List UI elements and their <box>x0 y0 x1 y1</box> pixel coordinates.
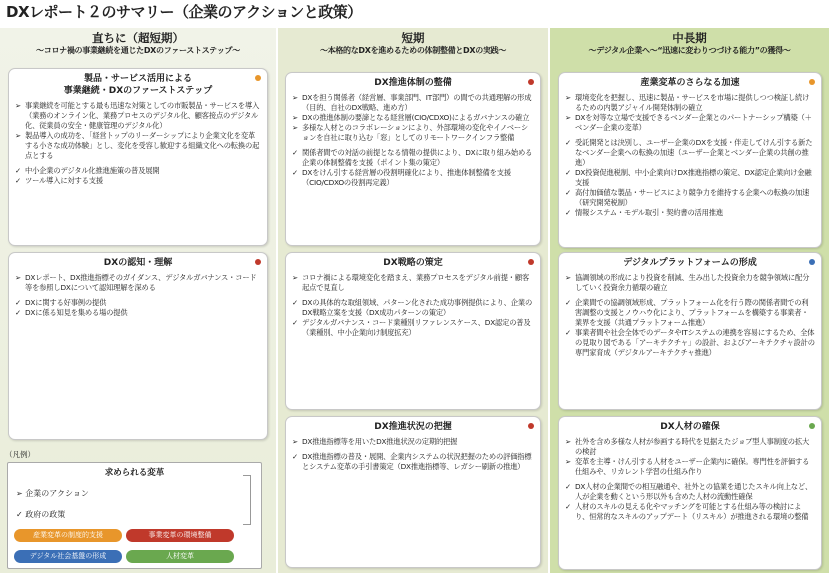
red-dot-icon <box>528 79 534 85</box>
box-industry-acceleration <box>558 72 822 248</box>
green-dot-icon <box>809 423 815 429</box>
list-item <box>565 93 815 113</box>
box-product-service <box>8 68 268 246</box>
list-item <box>565 437 815 457</box>
list-item <box>565 168 815 188</box>
box-title: デジタルプラットフォームの形成 <box>623 258 757 268</box>
action-list <box>565 93 815 133</box>
policy-list <box>565 482 815 522</box>
list-item-text: 多様な人材とのコラボレーションにより、外部環境の変化やイノベーションを自社に取り込む「窓」としてのリモートワークインフラ整備 <box>302 123 528 142</box>
list-item <box>292 123 534 143</box>
check-bullet-icon: ✓ <box>565 208 571 217</box>
check-bullet-icon: ✓ <box>15 176 21 185</box>
check-bullet-icon: ✓ <box>292 148 298 157</box>
list-item-text: 協調領域の形成により投資を削減、生み出した投資余力を競争領域に配分していく投資余力循環の確立 <box>575 273 810 292</box>
check-bullet-icon: ✓ <box>292 318 298 327</box>
check-bullet-icon: ✓ <box>565 168 571 177</box>
list-item-text: DXの推進体制の要諦となる経営層(CIO/CDXO)によるガバナンスの確立 <box>302 113 530 122</box>
list-item <box>565 208 815 218</box>
blue-dot-icon <box>809 259 815 265</box>
list-item-text: DXに関する好事例の提供 <box>25 298 107 307</box>
action-list <box>292 437 534 447</box>
check-bullet-icon: ✓ <box>292 452 298 461</box>
list-item-text: 事業者間や社会全体でのデータやITシステムの連携を容易にするため、全体の見取り図である「アーキテクチャ」の設計、およびアーキテクチャ設計の専門家育成（デジタルアーキテクチャ推進） <box>575 328 815 357</box>
list-item-text: DXに係る知見を集める場の提供 <box>25 308 128 317</box>
list-item-text: DXを担う関係者（経営層、事業部門、IT部門）の間での共通理解の形成（目的、自社のDX戦略、進め方） <box>302 93 532 112</box>
list-item-text: 人材のスキルの見える化やマッチングを可能とする仕組み等の検討により、恒常的なスキルのアップデート（リスキル）が推進される環境の整備 <box>575 502 809 521</box>
list-item-text: デジタルガバナンス・コード業種別リファレンスケース、DX認定の普及（業種別、中小企業向け制度拡充） <box>302 318 531 337</box>
box-title: DXの認知・理解 <box>103 258 173 268</box>
arrow-bullet-icon: ➢ <box>292 123 298 132</box>
list-item <box>565 298 815 328</box>
arrow-bullet-icon: ➢ <box>15 131 21 140</box>
list-item <box>292 148 534 168</box>
red-dot-icon <box>255 259 261 265</box>
list-item-text: DXをけん引する経営層の役割明確化により、推進体制整備を支援（CIO/CDXOの役割再定義） <box>302 168 511 187</box>
legend-policy <box>8 509 261 520</box>
list-item <box>15 273 261 293</box>
check-bullet-icon: ✓ <box>15 298 21 307</box>
list-item <box>565 482 815 502</box>
list-item <box>292 437 534 447</box>
list-item-text: ツール導入に対する支援 <box>25 176 103 185</box>
page-title: DXレポート２のサマリー（企業のアクションと政策） <box>6 3 362 21</box>
list-item-text: DX推進指標の普及・展開、企業内システムの状況把握のための評価指標とシステム変革の手引書策定（DX推進指標等、レガシー刷新の推進） <box>302 452 532 471</box>
arrow-bullet-icon: ➢ <box>15 273 21 282</box>
list-item <box>565 113 815 133</box>
policy-list <box>292 298 534 338</box>
legend-action <box>8 488 261 499</box>
list-item <box>15 308 261 318</box>
box-title: 製品・サービス活用による 事業継続・DXのファーストステップ <box>63 74 213 96</box>
check-bullet-icon: ✓ <box>292 168 298 177</box>
arrow-bullet-icon: ➢ <box>292 273 298 282</box>
action-list <box>565 437 815 477</box>
legend-tag: デジタル社会基盤の形成 <box>14 550 122 563</box>
check-bullet-icon: ✓ <box>292 298 298 307</box>
legend-policy-text: 政府の政策 <box>25 510 66 519</box>
box-title: 産業変革のさらなる加速 <box>640 78 740 88</box>
list-item-text: 社外を含め多様な人材が参画する時代を見据えたジョブ型人事制度の拡大の検討 <box>575 437 810 456</box>
legend-tag: 事業変革の環境整備 <box>126 529 234 542</box>
policy-list <box>565 298 815 358</box>
list-item <box>292 113 534 123</box>
orange-dot-icon <box>255 75 261 81</box>
arrow-bullet-icon: ➢ <box>565 273 571 282</box>
legend-label: （凡例） <box>5 450 35 459</box>
arrow-bullet-icon: ➢ <box>292 113 298 122</box>
column-heading: 中長期 <box>672 31 707 45</box>
list-item <box>15 101 261 131</box>
orange-dot-icon <box>809 79 815 85</box>
box-dx-status <box>285 416 541 568</box>
box-dx-talent <box>558 416 822 570</box>
action-list <box>292 273 534 293</box>
check-bullet-icon: ✓ <box>565 188 571 197</box>
list-item-text: 情報システム・モデル取引・契約書の活用推進 <box>575 208 723 217</box>
arrow-bullet-icon: ➢ <box>565 437 571 446</box>
list-item <box>15 176 261 186</box>
check-bullet-icon: ✓ <box>15 308 21 317</box>
list-item-text: 受託開発とは決別し、ユーザー企業のDXを支援・伴走してけん引する新たなベンダー企業への転換の加速（ユーザー企業とベンダー企業の共創の推進） <box>575 138 813 167</box>
box-title: DX人材の確保 <box>660 422 720 432</box>
arrow-bullet-icon: ➢ <box>15 101 21 110</box>
box-title: DX戦略の策定 <box>383 258 443 268</box>
check-bullet-icon: ✓ <box>565 502 571 511</box>
policy-list <box>565 138 815 218</box>
list-item <box>565 502 815 522</box>
action-list <box>565 273 815 293</box>
check-bullet-icon: ✓ <box>565 482 571 491</box>
column-heading: 短期 <box>401 31 425 45</box>
policy-list <box>292 452 534 472</box>
list-item <box>292 93 534 113</box>
box-dx-structure <box>285 72 541 246</box>
action-list <box>15 101 261 161</box>
list-item-text: 事業継続を可能とする最も迅速な対策としての市販製品・サービスを導入（業務のオンライン化、業務プロセスのデジタル化、顧客接点のデジタル化、従業員の安全・健康管理のデジタル化） <box>25 101 260 130</box>
arrow-bullet-icon: ➢ <box>292 437 298 446</box>
list-item <box>15 298 261 308</box>
action-list <box>15 273 261 293</box>
box-title: DX推進体制の整備 <box>374 78 452 88</box>
list-item <box>565 188 815 208</box>
list-item-text: DX人材の企業間での相互融通や、社外との協業を通じたスキル向上など、人が企業を動くという形以外も含めた人材の流動性確保 <box>575 482 813 501</box>
list-item-text: 高付加価値な製品・サービスにより競争力を維持する企業への転換の加速（研究開発税制） <box>575 188 810 207</box>
arrow-bullet-icon: ➢ <box>292 93 298 102</box>
list-item-text: 関係者間での対話の前提となる情報の提供により、DXに取り組み始める企業の体制整備を支援（ポイント集の策定） <box>302 148 533 167</box>
legend-header: 求められる変革 <box>104 468 165 478</box>
list-item-text: 環境変化を把握し、迅速に製品・サービスを市場に提供しつつ検証し続けるための内製アジャイル開発体制の確立 <box>575 93 810 112</box>
arrow-bullet-icon: ➢ <box>16 489 23 498</box>
column-subheading: 〜コロナ禍の事業継続を通じたDXのファーストステップ〜 <box>36 46 240 55</box>
arrow-bullet-icon: ➢ <box>565 93 571 102</box>
check-bullet-icon: ✓ <box>15 166 21 175</box>
policy-list <box>15 298 261 318</box>
list-item-text: 変革を主導・けん引する人材をユーザー企業内に確保。専門性を評価する仕組みや、リカレント学習の仕組み作り <box>575 457 810 476</box>
list-item-text: DX推進指標等を用いたDX推進状況の定期的把握 <box>302 437 458 446</box>
legend-tag: 人材変革 <box>126 550 234 563</box>
list-item <box>292 318 534 338</box>
policy-list <box>15 166 261 186</box>
red-dot-icon <box>528 423 534 429</box>
list-item <box>292 452 534 472</box>
legend-bracket <box>243 475 251 525</box>
list-item <box>565 328 815 358</box>
legend <box>5 450 273 570</box>
legend-action-text: 企業のアクション <box>25 489 89 498</box>
list-item-text: DXを対等な立場で支援できるベンダー企業とのパートナーシップ構築（＋ベンダー企業の変革） <box>575 113 812 132</box>
box-dx-awareness <box>8 252 268 440</box>
check-bullet-icon: ✓ <box>16 510 23 519</box>
legend-tags <box>12 522 237 564</box>
check-bullet-icon: ✓ <box>565 328 571 337</box>
box-digital-platform <box>558 252 822 410</box>
box-dx-strategy <box>285 252 541 410</box>
red-dot-icon <box>528 259 534 265</box>
list-item <box>15 131 261 161</box>
check-bullet-icon: ✓ <box>565 298 571 307</box>
column-subheading: 〜デジタル企業へ〜“迅速に変わりつづける能力”の獲得〜 <box>588 46 791 55</box>
list-item-text: DXの具体的な取組領域、パターン化された成功事例提供により、企業のDX戦略立案を支援（DX成功パターンの策定） <box>302 298 533 317</box>
list-item-text: 製品導入の成功を、「経営トップのリーダーシップにより企業文化を変革する小さな成功体験」とし、変化を受容し歓迎する組織文化への転換の起点とする <box>25 131 260 160</box>
list-item <box>565 457 815 477</box>
list-item <box>292 168 534 188</box>
list-item-text: 中小企業のデジタル化推進施策の普及展開 <box>25 166 160 175</box>
column-subheading: 〜本格的なDXを進めるための体制整備とDXの実践〜 <box>319 46 507 55</box>
action-list <box>292 93 534 143</box>
arrow-bullet-icon: ➢ <box>565 113 571 122</box>
list-item <box>565 138 815 168</box>
arrow-bullet-icon: ➢ <box>565 457 571 466</box>
list-item-text: DX投資促進税制、中小企業向けDX推進指標の策定、DX認定企業向け金融支援 <box>575 168 812 187</box>
policy-list <box>292 148 534 188</box>
column-heading: 直ちに（超短期） <box>92 31 184 45</box>
list-item-text: DXレポート、DX推進指標そのガイダンス、デジタルガバナンス・コード等を参照しDXについて認知理解を深める <box>25 273 257 292</box>
list-item <box>15 166 261 176</box>
list-item <box>565 273 815 293</box>
check-bullet-icon: ✓ <box>565 138 571 147</box>
list-item-text: 企業間での協調領域形成、プラットフォーム化を行う際の関係者間での利害調整の支援とノウハウ化により、プラットフォームを構築する事業者・業界を支援（共通プラットフォーム推進） <box>575 298 809 327</box>
legend-tag: 産業変革の制度的支援 <box>14 529 122 542</box>
box-title: DX推進状況の把握 <box>374 422 452 432</box>
list-item-text: コロナ禍による環境変化を踏まえ、業務プロセスをデジタル前提・顧客起点で見直し <box>302 273 530 292</box>
list-item <box>292 273 534 293</box>
list-item <box>292 298 534 318</box>
